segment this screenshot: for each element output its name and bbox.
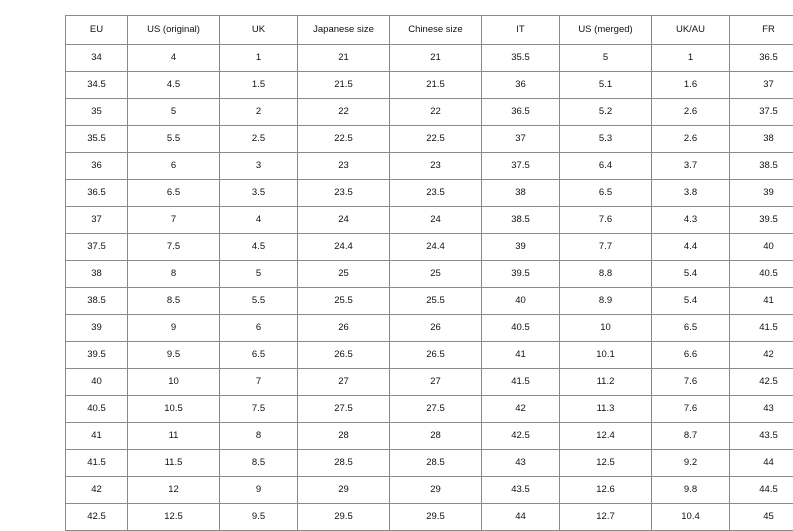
table-cell: 2.6	[652, 126, 730, 153]
table-cell: 6.5	[128, 180, 220, 207]
table-cell: 42	[730, 342, 793, 369]
table-cell: 21	[298, 45, 390, 72]
table-cell: 36.5	[482, 99, 560, 126]
table-cell: 3.7	[652, 153, 730, 180]
table-cell: 10.5	[128, 396, 220, 423]
table-cell: 5.5	[220, 288, 298, 315]
table-cell: 29	[390, 477, 482, 504]
table-cell: 6.4	[560, 153, 652, 180]
table-cell: 34.5	[66, 72, 128, 99]
table-cell: 44.5	[730, 477, 793, 504]
table-cell: 41	[730, 288, 793, 315]
table-row	[66, 369, 793, 396]
table-cell: 24	[298, 207, 390, 234]
table-cell: 2.5	[220, 126, 298, 153]
table-cell: 7	[220, 369, 298, 396]
table-cell: 12.6	[560, 477, 652, 504]
table-cell: 26.5	[390, 342, 482, 369]
table-cell: 12.5	[128, 504, 220, 531]
table-cell: 4.5	[128, 72, 220, 99]
table-row	[66, 423, 793, 450]
table-cell: 8.5	[220, 450, 298, 477]
table-cell: 28.5	[298, 450, 390, 477]
table-cell: 9	[220, 477, 298, 504]
table-cell: 3.5	[220, 180, 298, 207]
table-cell: 9.5	[220, 504, 298, 531]
table-cell: 25	[298, 261, 390, 288]
table-cell: 25.5	[390, 288, 482, 315]
table-cell: 39	[730, 180, 793, 207]
table-cell: 12.7	[560, 504, 652, 531]
table-cell: 43.5	[730, 423, 793, 450]
table-cell: 11	[128, 423, 220, 450]
table-row	[66, 396, 793, 423]
table-cell: 38.5	[730, 153, 793, 180]
table-cell: 41.5	[730, 315, 793, 342]
table-cell: 8.7	[652, 423, 730, 450]
table-cell: 6.5	[560, 180, 652, 207]
table-cell: 12.5	[560, 450, 652, 477]
table-cell: 6	[128, 153, 220, 180]
column-header: US (merged)	[560, 16, 652, 45]
table-cell: 24.4	[390, 234, 482, 261]
table-cell: 8.9	[560, 288, 652, 315]
table-row	[66, 504, 793, 531]
table-cell: 22	[298, 99, 390, 126]
table-cell: 9.5	[128, 342, 220, 369]
table-cell: 42.5	[66, 504, 128, 531]
table-cell: 25	[390, 261, 482, 288]
table-cell: 39	[482, 234, 560, 261]
table-cell: 43	[482, 450, 560, 477]
table-cell: 36	[66, 153, 128, 180]
table-cell: 36.5	[66, 180, 128, 207]
table-cell: 26	[390, 315, 482, 342]
table-cell: 29.5	[298, 504, 390, 531]
table-cell: 10	[560, 315, 652, 342]
table-row	[66, 261, 793, 288]
table-cell: 35.5	[66, 126, 128, 153]
table-cell: 10.4	[652, 504, 730, 531]
table-cell: 41	[66, 423, 128, 450]
table-cell: 36.5	[730, 45, 793, 72]
table-cell: 39.5	[66, 342, 128, 369]
table-cell: 40.5	[730, 261, 793, 288]
table-cell: 5.1	[560, 72, 652, 99]
table-cell: 10	[128, 369, 220, 396]
table-cell: 7.6	[652, 396, 730, 423]
table-cell: 27.5	[298, 396, 390, 423]
table-cell: 9.2	[652, 450, 730, 477]
table-row	[66, 72, 793, 99]
column-header: FR	[730, 16, 793, 45]
table-row	[66, 342, 793, 369]
table-cell: 6.5	[220, 342, 298, 369]
table-cell: 41	[482, 342, 560, 369]
table-cell: 37	[730, 72, 793, 99]
table-cell: 22.5	[298, 126, 390, 153]
table-cell: 9.8	[652, 477, 730, 504]
table-cell: 11.5	[128, 450, 220, 477]
table-cell: 3.8	[652, 180, 730, 207]
table-cell: 4.3	[652, 207, 730, 234]
table-cell: 38	[730, 126, 793, 153]
table-cell: 24	[390, 207, 482, 234]
table-cell: 2.6	[652, 99, 730, 126]
table-cell: 39.5	[730, 207, 793, 234]
table-cell: 38	[482, 180, 560, 207]
table-cell: 10.1	[560, 342, 652, 369]
table-cell: 1	[220, 45, 298, 72]
table-cell: 7.5	[220, 396, 298, 423]
column-header: Japanese size	[298, 16, 390, 45]
column-header: EU	[66, 16, 128, 45]
table-row	[66, 450, 793, 477]
table-cell: 4	[128, 45, 220, 72]
table-cell: 39.5	[482, 261, 560, 288]
table-cell: 28	[390, 423, 482, 450]
table-cell: 26.5	[298, 342, 390, 369]
table-cell: 29.5	[390, 504, 482, 531]
table-cell: 43	[730, 396, 793, 423]
table-cell: 40	[66, 369, 128, 396]
table-row	[66, 99, 793, 126]
table-cell: 8.5	[128, 288, 220, 315]
table-cell: 3	[220, 153, 298, 180]
table-cell: 7.7	[560, 234, 652, 261]
table-cell: 7.5	[128, 234, 220, 261]
table-cell: 5.3	[560, 126, 652, 153]
table-cell: 41.5	[66, 450, 128, 477]
table-cell: 43.5	[482, 477, 560, 504]
table-cell: 5.2	[560, 99, 652, 126]
table-cell: 21.5	[390, 72, 482, 99]
table-cell: 37	[482, 126, 560, 153]
table-cell: 12	[128, 477, 220, 504]
table-cell: 21	[390, 45, 482, 72]
table-cell: 23	[390, 153, 482, 180]
table-cell: 38	[66, 261, 128, 288]
table-cell: 24.4	[298, 234, 390, 261]
table-cell: 21.5	[298, 72, 390, 99]
table-cell: 5	[220, 261, 298, 288]
table-cell: 6	[220, 315, 298, 342]
table-cell: 7	[128, 207, 220, 234]
table-cell: 34	[66, 45, 128, 72]
table-cell: 11.3	[560, 396, 652, 423]
table-cell: 37	[66, 207, 128, 234]
table-cell: 23	[298, 153, 390, 180]
table-cell: 44	[730, 450, 793, 477]
table-header	[66, 16, 793, 45]
shoe-size-conversion-table-container	[65, 15, 793, 531]
table-cell: 8	[128, 261, 220, 288]
table-cell: 1.6	[652, 72, 730, 99]
table-cell: 29	[298, 477, 390, 504]
table-cell: 22.5	[390, 126, 482, 153]
table-cell: 42	[66, 477, 128, 504]
table-row	[66, 153, 793, 180]
table-row	[66, 180, 793, 207]
table-cell: 37.5	[66, 234, 128, 261]
table-cell: 5.4	[652, 261, 730, 288]
table-cell: 28	[298, 423, 390, 450]
table-cell: 37.5	[482, 153, 560, 180]
table-cell: 35.5	[482, 45, 560, 72]
column-header: IT	[482, 16, 560, 45]
column-header: UK	[220, 16, 298, 45]
table-cell: 44	[482, 504, 560, 531]
table-row	[66, 288, 793, 315]
table-cell: 23.5	[298, 180, 390, 207]
table-cell: 39	[66, 315, 128, 342]
table-cell: 5	[560, 45, 652, 72]
table-cell: 42.5	[482, 423, 560, 450]
table-cell: 41.5	[482, 369, 560, 396]
table-row	[66, 315, 793, 342]
table-cell: 40.5	[482, 315, 560, 342]
table-cell: 6.5	[652, 315, 730, 342]
table-cell: 6.6	[652, 342, 730, 369]
table-cell: 23.5	[390, 180, 482, 207]
table-cell: 25.5	[298, 288, 390, 315]
table-cell: 5.4	[652, 288, 730, 315]
shoe-size-conversion-table	[65, 15, 793, 531]
table-cell: 40.5	[66, 396, 128, 423]
table-cell: 42	[482, 396, 560, 423]
table-cell: 8.8	[560, 261, 652, 288]
table-cell: 42.5	[730, 369, 793, 396]
table-cell: 37.5	[730, 99, 793, 126]
table-cell: 11.2	[560, 369, 652, 396]
table-cell: 40	[482, 288, 560, 315]
column-header: UK/AU	[652, 16, 730, 45]
table-cell: 1	[652, 45, 730, 72]
table-cell: 4.4	[652, 234, 730, 261]
table-cell: 27	[298, 369, 390, 396]
table-cell: 12.4	[560, 423, 652, 450]
table-cell: 36	[482, 72, 560, 99]
table-cell: 35	[66, 99, 128, 126]
table-cell: 45	[730, 504, 793, 531]
table-cell: 7.6	[652, 369, 730, 396]
table-cell: 38.5	[66, 288, 128, 315]
table-row	[66, 234, 793, 261]
table-cell: 27	[390, 369, 482, 396]
table-row	[66, 477, 793, 504]
table-cell: 4	[220, 207, 298, 234]
table-cell: 27.5	[390, 396, 482, 423]
table-row	[66, 126, 793, 153]
table-cell: 22	[390, 99, 482, 126]
column-header: Chinese size	[390, 16, 482, 45]
table-cell: 1.5	[220, 72, 298, 99]
table-cell: 40	[730, 234, 793, 261]
table-cell: 4.5	[220, 234, 298, 261]
table-cell: 2	[220, 99, 298, 126]
table-cell: 5	[128, 99, 220, 126]
table-row	[66, 207, 793, 234]
table-cell: 5.5	[128, 126, 220, 153]
table-cell: 7.6	[560, 207, 652, 234]
table-cell: 38.5	[482, 207, 560, 234]
table-row	[66, 45, 793, 72]
table-body	[66, 45, 793, 531]
column-header: US (original)	[128, 16, 220, 45]
table-cell: 28.5	[390, 450, 482, 477]
table-header-row	[66, 16, 793, 45]
table-cell: 9	[128, 315, 220, 342]
table-cell: 26	[298, 315, 390, 342]
table-cell: 8	[220, 423, 298, 450]
